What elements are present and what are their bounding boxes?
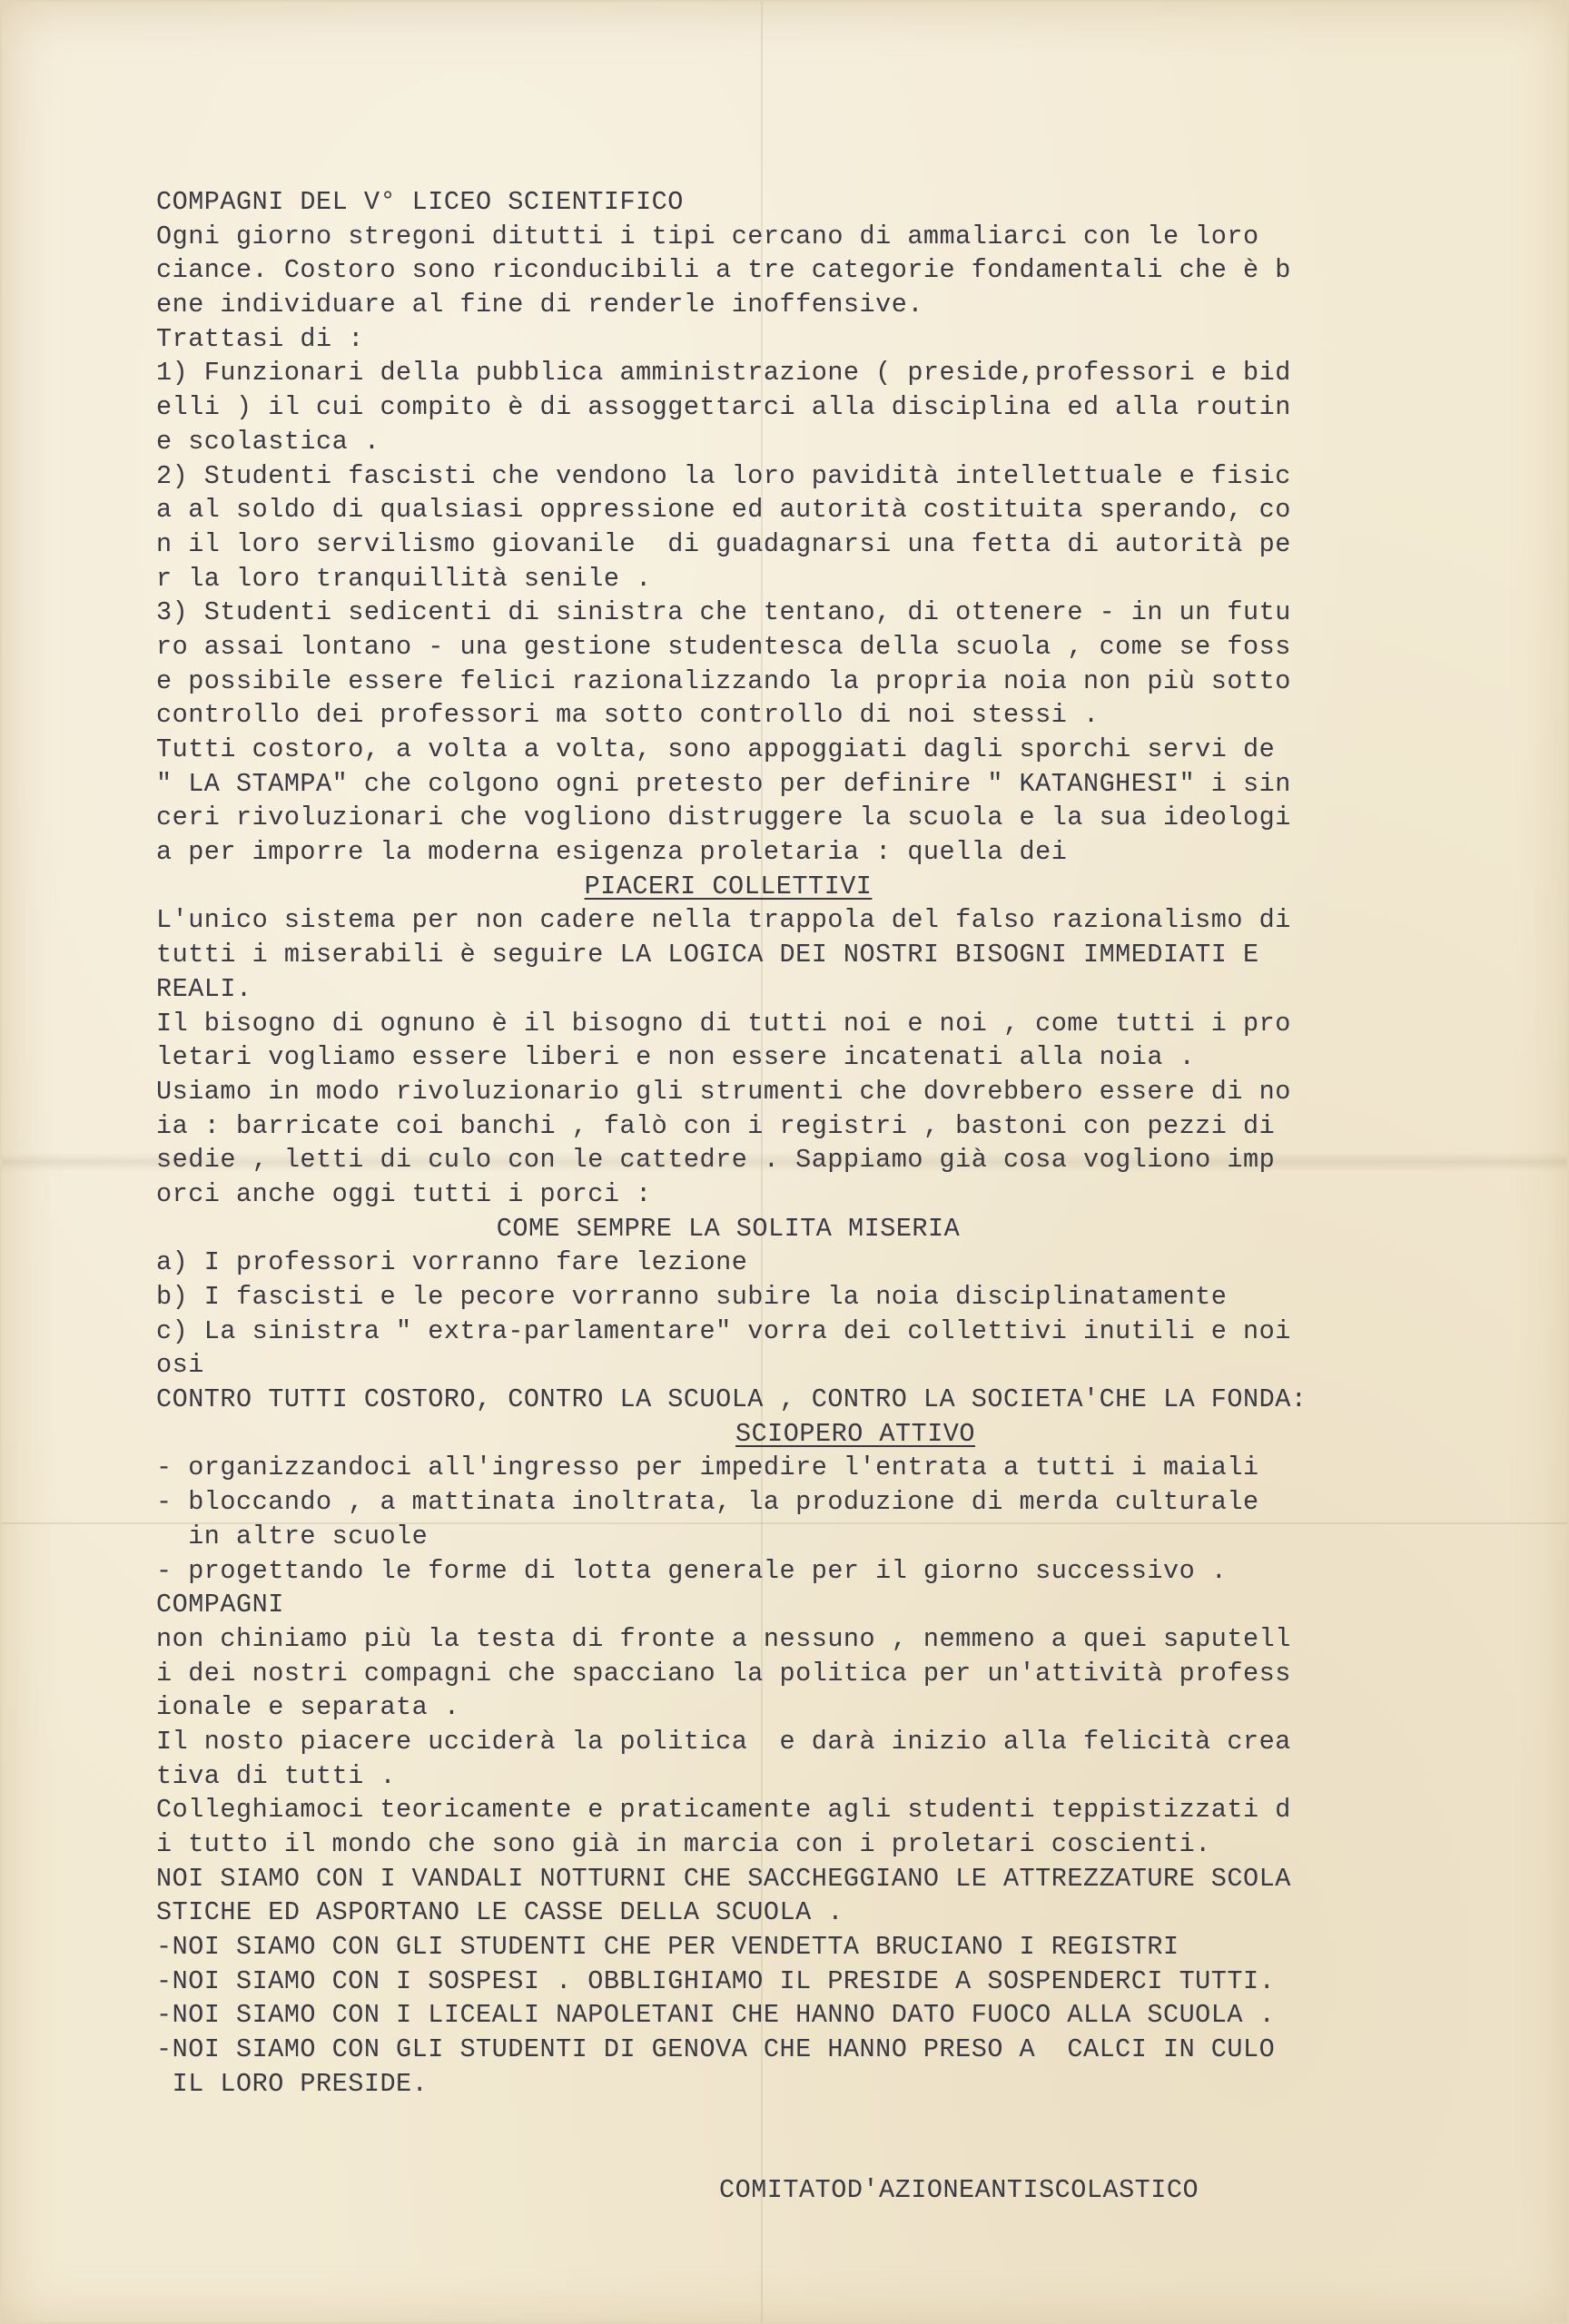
text-line: a per imporre la moderna esigenza proletaria : quella dei: [156, 837, 1068, 868]
text-line: REALI.: [156, 973, 252, 1004]
text-line: ro assai lontano - una gestione studentesca della scuola , come se foss: [156, 631, 1291, 662]
text-line: tiva di tutti .: [156, 1760, 397, 1791]
text-line: ciance. Costoro sono riconducibili a tre categorie fondamentali che è b: [156, 255, 1291, 286]
text-line: Colleghiamoci teoricamente e praticamente agli studenti teppistizzati d: [156, 1795, 1291, 1826]
text-line: controllo dei professori ma sotto controllo di noi stessi .: [156, 700, 1100, 731]
text-line: tutti i miserabili è seguire LA LOGICA DEI NOSTRI BISOGNI IMMEDIATI E: [156, 940, 1259, 970]
heading-text: SCIOPERO ATTIVO: [735, 1418, 976, 1449]
text-line: 1) Funzionari della pubblica amministrazione ( preside,professori e bid: [156, 358, 1291, 389]
text-line: n il loro servilismo giovanile di guadagnarsi una fetta di autorità pe: [156, 528, 1291, 559]
text-line: orci anche oggi tutti i porci :: [156, 1178, 652, 1209]
text-line: a al soldo di qualsiasi oppressione ed autorità costituita sperando, co: [156, 495, 1291, 526]
text-line: Il nosto piacere ucciderà la politica e darà inizio alla felicità crea: [156, 1726, 1291, 1757]
section-heading: [156, 1212, 1446, 1246]
text-line: 2) Studenti fascisti che vendono la loro pavidità intellettuale e fisic: [156, 460, 1291, 491]
text-line: in altre scuole: [156, 1521, 429, 1551]
text-line: c) La sinistra " extra-parlamentare" vorra dei collettivi inutili e noi: [156, 1315, 1291, 1346]
text-line: ene individuare al fine di renderle inoffensive.: [156, 290, 923, 320]
heading-text: COME SEMPRE LA SOLITA MISERIA: [496, 1213, 961, 1244]
text-line: non chiniamo più la testa di fronte a nessuno , nemmeno a quei saputell: [156, 1623, 1291, 1654]
text-line: b) I fascisti e le pecore vorranno subire la noia disciplinatamente: [156, 1282, 1228, 1312]
text-line: sedie , letti di culo con le cattedre . Sappiamo già cosa vogliono imp: [156, 1145, 1276, 1176]
text-line: 3) Studenti sedicenti di sinistra che tentano, di ottenere - in un futu: [156, 597, 1291, 628]
text-line: i dei nostri compagni che spacciano la politica per un'attività profess: [156, 1658, 1291, 1689]
typewritten-text: [156, 185, 1446, 2102]
section-heading: [156, 870, 1446, 904]
text-line: Trattasi di :: [156, 323, 364, 354]
text-line: IL LORO PRESIDE.: [156, 2068, 429, 2099]
text-line: Il bisogno di ognuno è il bisogno di tutti noi e noi , come tutti i pro: [156, 1008, 1291, 1039]
text-line: Ogni giorno stregoni ditutti i tipi cercano di ammaliarci con le loro: [156, 221, 1259, 251]
text-line: -NOI SIAMO CON I SOSPESI . OBBLIGHIAMO IL PRESIDE A SOSPENDERCI TUTTI.: [156, 1965, 1276, 1996]
text-line: CONTRO TUTTI COSTORO, CONTRO LA SCUOLA , CONTRO LA SOCIETA'CHE LA FONDA:: [156, 1384, 1308, 1415]
text-line: ceri rivoluzionari che vogliono distruggere la scuola e la sua ideologi: [156, 803, 1291, 833]
text-line: i tutto il mondo che sono già in marcia con i proletari coscienti.: [156, 1829, 1211, 1859]
text-line: ia : barricate coi banchi , falò con i registri , bastoni con pezzi di: [156, 1110, 1276, 1141]
text-line: COMPAGNI: [156, 1590, 284, 1620]
text-line: e scolastica .: [156, 426, 380, 457]
text-line: osi: [156, 1350, 204, 1381]
text-line: r la loro tranquillità senile .: [156, 563, 652, 594]
text-line: - bloccando , a mattinata inoltrata, la produzione di merda culturale: [156, 1487, 1259, 1518]
text-line: -NOI SIAMO CON GLI STUDENTI CHE PER VENDETTA BRUCIANO I REGISTRI: [156, 1932, 1179, 1963]
text-line: - organizzandoci all'ingresso per impedire l'entrata a tutti i maiali: [156, 1452, 1259, 1483]
text-line: - progettando le forme di lotta generale per il giorno successivo .: [156, 1555, 1228, 1586]
text-line: Tutti costoro, a volta a volta, sono appoggiati dagli sporchi servi de: [156, 734, 1276, 764]
section-heading: [156, 1417, 1446, 1452]
text-line: STICHE ED ASPORTANO LE CASSE DELLA SCUOLA .: [156, 1897, 844, 1928]
text-line: L'unico sistema per non cadere nella trappola del falso razionalismo di: [156, 905, 1291, 936]
text-line: NOI SIAMO CON I VANDALI NOTTURNI CHE SACCHEGGIANO LE ATTREZZATURE SCOLA: [156, 1863, 1291, 1894]
text-line: a) I professori vorranno fare lezione: [156, 1247, 748, 1278]
text-line: " LA STAMPA" che colgono ogni pretesto per definire " KATANGHESI" i sin: [156, 768, 1291, 799]
text-line: Usiamo in modo rivoluzionario gli strumenti che dovrebbero essere di no: [156, 1076, 1291, 1107]
text-line: e possibile essere felici razionalizzando la propria noia non più sotto: [156, 665, 1291, 696]
text-line: letari vogliamo essere liberi e non essere incatenati alla noia .: [156, 1042, 1196, 1073]
signature: COMITATOD'AZIONEANTISCOLASTICO: [719, 2175, 1199, 2205]
text-line: elli ) il cui compito è di assoggettarci alla disciplina ed alla routin: [156, 392, 1291, 423]
text-line: -NOI SIAMO CON I LICEALI NAPOLETANI CHE HANNO DATO FUOCO ALLA SCUOLA .: [156, 2000, 1276, 2031]
document-title: COMPAGNI DEL V° LICEO SCIENTIFICO: [156, 187, 684, 217]
heading-text: PIACERI COLLETTIVI: [584, 871, 873, 901]
text-line: -NOI SIAMO CON GLI STUDENTI DI GENOVA CHE HANNO PRESO A CALCI IN CULO: [156, 2034, 1276, 2065]
text-line: ionale e separata .: [156, 1692, 460, 1723]
